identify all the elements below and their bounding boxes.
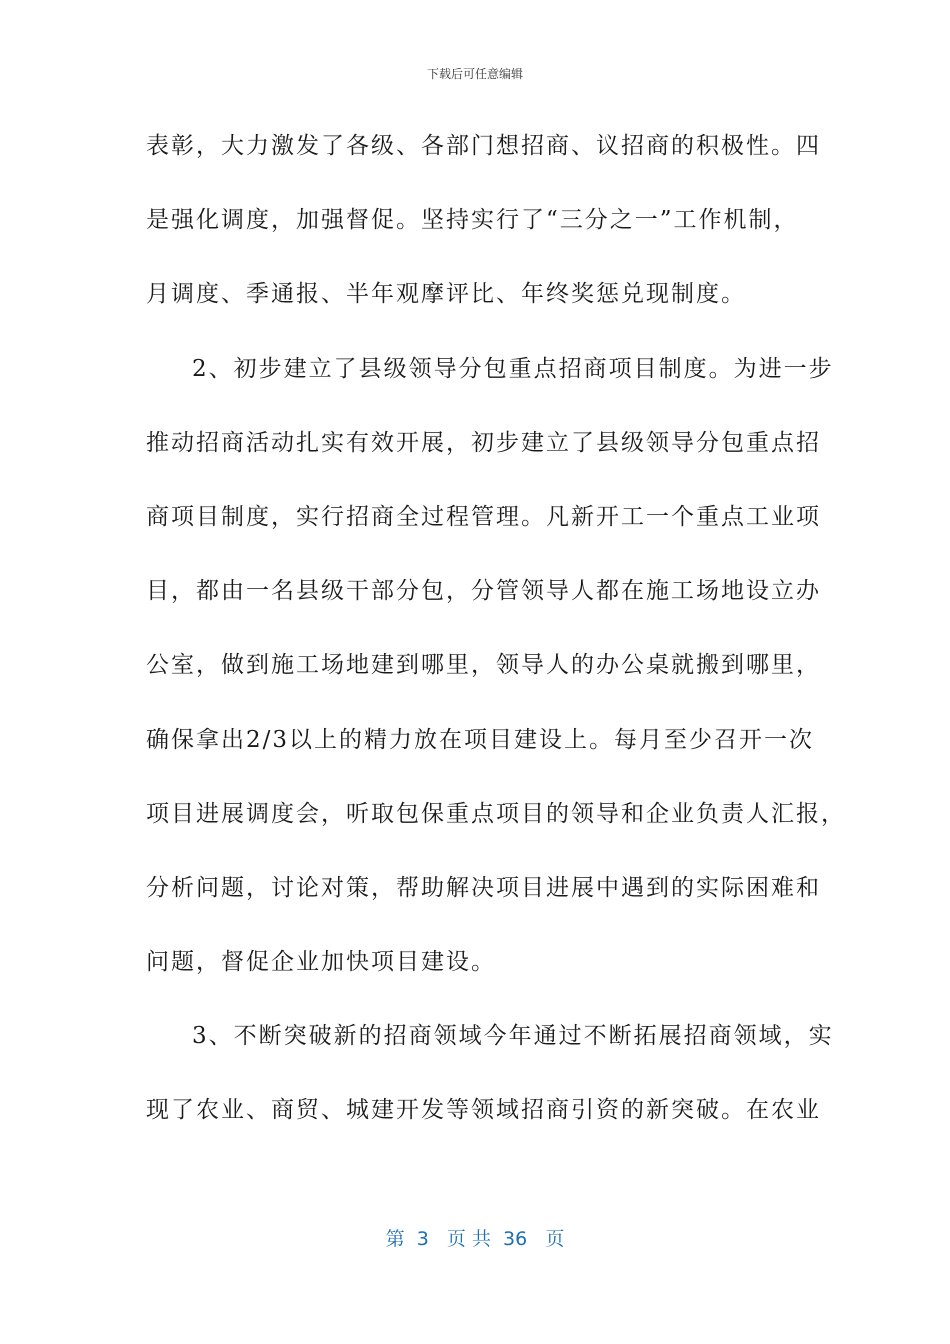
paragraph-start-line: 3、不断突破新的招商领域今年通过不断拓展招商领域，实: [192, 1023, 834, 1050]
page-header: 下载后可任意编辑: [426, 67, 523, 81]
paragraph-start-line: 2、初步建立了县级领导分包重点招商项目制度。为进一步: [192, 355, 834, 382]
text-line: 表彰，大力激发了各级、各部门想招商、议招商的积极性。四: [146, 133, 821, 159]
page-number-footer: 第 3 页 共 36 页: [385, 1228, 565, 1250]
text-line: 目，都由一名县级干部分包，分管领导人都在施工场地设立办: [146, 578, 821, 605]
text-line: 月调度、季通报、半年观摩评比、年终奖惩兑现制度。: [146, 281, 746, 308]
text-line: 分析问题，讨论对策，帮助解决项目进展中遇到的实际困难和: [146, 874, 821, 901]
text-line: 项目进展调度会，听取包保重点项目的领导和企业负责人汇报，: [146, 800, 846, 827]
text-line: 商项目制度，实行招商全过程管理。凡新开工一个重点工业项: [146, 503, 821, 530]
text-line: 公室，做到施工场地建到哪里，领导人的办公桌就搬到哪里，: [146, 652, 821, 679]
text-line: 问题，督促企业加快项目建设。: [146, 949, 496, 976]
text-line: 是强化调度，加强督促。坚持实行了“三分之一”工作机制，: [146, 207, 799, 234]
text-line: 推动招商活动扎实有效开展，初步建立了县级领导分包重点招: [146, 429, 821, 456]
text-line: 现了农业、商贸、城建开发等领域招商引资的新突破。在农业: [146, 1097, 821, 1124]
document-body: [146, 118, 846, 1157]
text-line: 确保拿出2/3以上的精力放在项目建设上。每月至少召开一次: [146, 726, 815, 753]
